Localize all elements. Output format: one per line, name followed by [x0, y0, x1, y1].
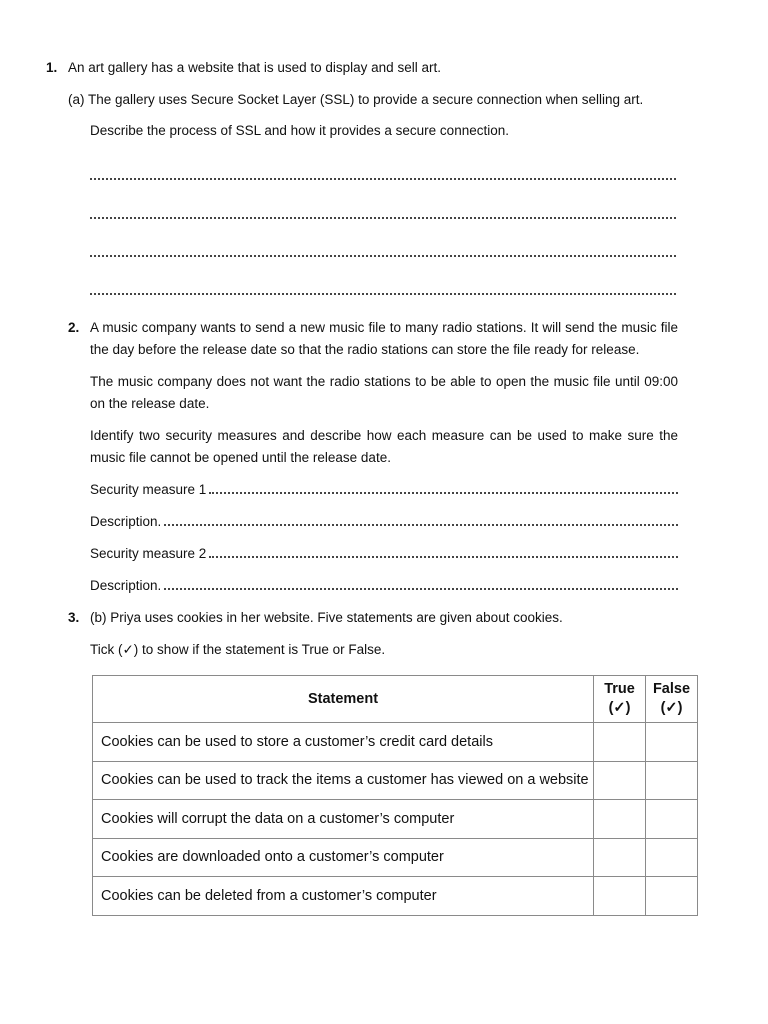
description-2-line[interactable] — [164, 576, 678, 590]
statement-cell: Cookies can be used to track the items a customer has viewed on a website — [93, 761, 594, 800]
statement-cell: Cookies can be used to store a customer’s credit card details — [93, 723, 594, 762]
question-2-paragraph-3: Identify two security measures and describe how each measure can be used to make sure the music file cannot be opened until the release date. — [90, 428, 678, 465]
question-1a-instruction: Describe the process of SSL and how it provides a secure connection. — [90, 123, 509, 138]
false-tick-cell[interactable] — [646, 800, 698, 839]
question-3b-instruction: Tick (✓) to show if the statement is True or False. — [90, 642, 386, 657]
question-2-number: 2. — [68, 320, 80, 335]
security-measure-2-field[interactable] — [90, 543, 678, 565]
false-tick-cell[interactable] — [646, 761, 698, 800]
security-measure-2-label: Security measure 2 — [90, 546, 207, 561]
table-row — [93, 877, 698, 916]
header-false: False (✓) — [646, 676, 698, 723]
cookies-table — [92, 675, 698, 916]
description-1-line[interactable] — [164, 512, 678, 526]
true-tick-cell[interactable] — [594, 761, 646, 800]
question-2-paragraph-1: A music company wants to send a new music file to many radio stations. It will send the music file the day before the release date so that the radio stations can store the file ready for release. — [90, 320, 678, 357]
answer-line-2[interactable] — [90, 215, 676, 219]
header-true: True (✓) — [594, 676, 646, 723]
true-tick-cell[interactable] — [594, 800, 646, 839]
statement-cell: Cookies will corrupt the data on a customer’s computer — [93, 800, 594, 839]
question-1-number: 1. — [46, 60, 58, 75]
description-2-field[interactable] — [90, 575, 678, 597]
question-3b-prompt: (b) Priya uses cookies in her website. Five statements are given about cookies. — [90, 610, 563, 625]
description-1-label: Description. — [90, 514, 162, 529]
true-tick-cell[interactable] — [594, 838, 646, 877]
statement-cell: Cookies can be deleted from a customer’s computer — [93, 877, 594, 916]
true-tick-cell[interactable] — [594, 877, 646, 916]
security-measure-2-line[interactable] — [209, 544, 678, 558]
table-row — [93, 800, 698, 839]
table-header-row — [93, 676, 698, 723]
answer-line-4[interactable] — [90, 291, 676, 295]
answer-line-1[interactable] — [90, 176, 676, 180]
question-1-intro: An art gallery has a website that is used to display and sell art. — [68, 60, 441, 75]
answer-line-3[interactable] — [90, 253, 676, 257]
false-tick-cell[interactable] — [646, 877, 698, 916]
security-measure-1-label: Security measure 1 — [90, 482, 207, 497]
question-2-paragraph-2: The music company does not want the radio stations to be able to open the music file until 09:00 on the release date. — [90, 374, 678, 411]
security-measure-1-line[interactable] — [209, 480, 678, 494]
description-1-field[interactable] — [90, 511, 678, 533]
security-measure-1-field[interactable] — [90, 479, 678, 501]
true-tick-cell[interactable] — [594, 723, 646, 762]
table-row — [93, 723, 698, 762]
header-statement: Statement — [93, 676, 594, 723]
table-row — [93, 761, 698, 800]
question-3-number: 3. — [68, 610, 80, 625]
statement-cell: Cookies are downloaded onto a customer’s computer — [93, 838, 594, 877]
description-2-label: Description. — [90, 578, 162, 593]
false-tick-cell[interactable] — [646, 723, 698, 762]
false-tick-cell[interactable] — [646, 838, 698, 877]
table-row — [93, 838, 698, 877]
question-1a-prompt: (a) The gallery uses Secure Socket Layer (SSL) to provide a secure connection when selling art. — [68, 92, 644, 107]
